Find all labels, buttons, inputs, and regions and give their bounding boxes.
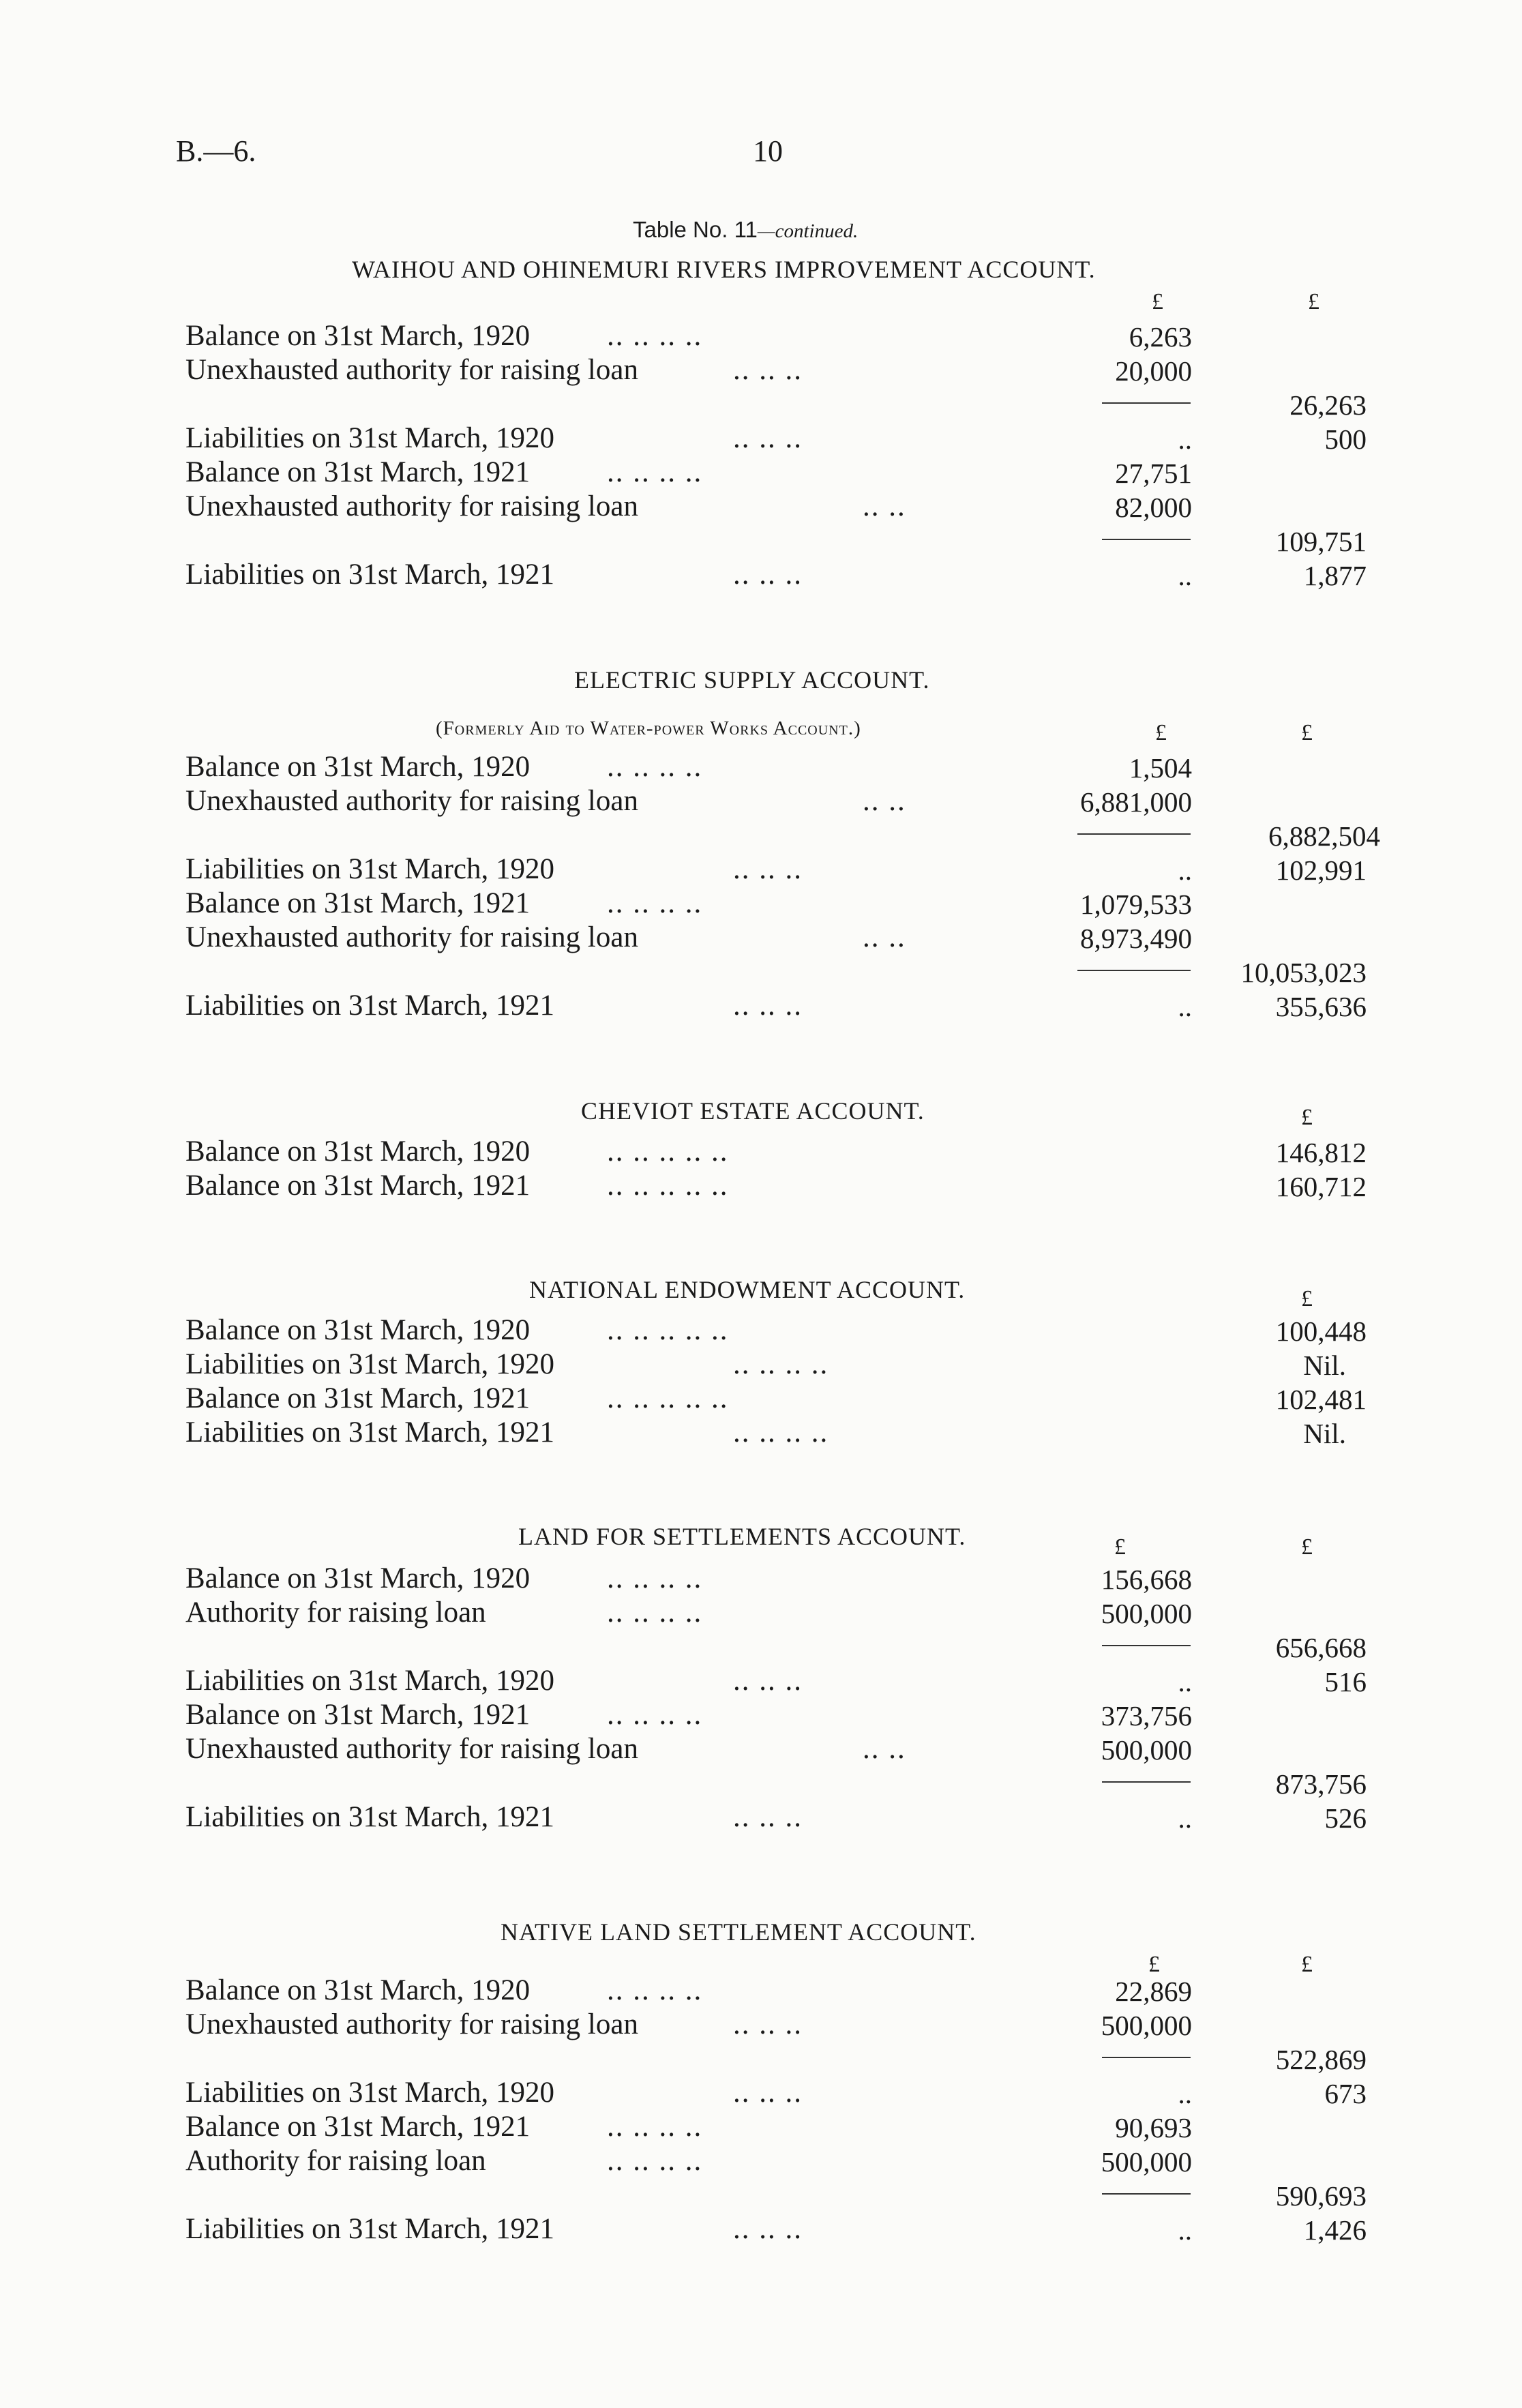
row-label: Balance on 31st March, 1921: [185, 1382, 531, 1414]
row-label: Authority for raising loan: [185, 1596, 486, 1629]
leader-dots: .. .. .. ..: [607, 1596, 703, 1629]
row-label: Balance on 31st March, 1921: [185, 456, 531, 488]
row-label: Balance on 31st March, 1920: [185, 751, 531, 783]
amount: 156,668: [1101, 1564, 1192, 1595]
row-label: Balance on 31st March, 1921: [185, 887, 531, 919]
row-label: Unexhausted authority for raising loan: [185, 1733, 638, 1765]
row-label: Balance on 31st March, 1921: [185, 1170, 531, 1202]
row-label: Balance on 31st March, 1921: [185, 1699, 531, 1731]
amount: 373,756: [1101, 1700, 1192, 1731]
subtotal-rule: [1102, 402, 1191, 404]
section-title: LAND FOR SETTLEMENTS ACCOUNT.: [518, 1523, 966, 1550]
leader-dots: .. .. ..: [733, 354, 803, 386]
amount: 10,053,023: [1240, 957, 1367, 988]
section-title: WAIHOU AND OHINEMURI RIVERS IMPROVEMENT ACCOUNT.: [352, 256, 1096, 283]
subtotal-rule: [1077, 833, 1191, 835]
currency-header: £: [1301, 720, 1313, 745]
row-label: Unexhausted authority for raising loan: [185, 2008, 638, 2040]
leader-dots: .. ..: [863, 785, 906, 817]
amount: 8,973,490: [1080, 923, 1192, 954]
amount: 500,000: [1101, 1598, 1192, 1629]
row-label: Balance on 31st March, 1920: [185, 1314, 531, 1346]
amount: 26,263: [1289, 389, 1367, 421]
leader-dots: .. .. .. ..: [607, 2111, 703, 2143]
amount: Nil.: [1303, 1418, 1346, 1449]
currency-header: £: [1148, 1952, 1160, 1977]
currency-header: £: [1152, 289, 1163, 314]
currency-header: £: [1301, 1105, 1313, 1130]
leader-dots: .. .. ..: [733, 853, 803, 885]
row-label: Unexhausted authority for raising loan: [185, 921, 638, 953]
amount: ..: [1178, 423, 1192, 455]
row-label: Liabilities on 31st March, 1921: [185, 2213, 555, 2245]
amount: 673: [1324, 2078, 1367, 2109]
row-label: Liabilities on 31st March, 1920: [185, 1665, 555, 1697]
amount: 1,504: [1129, 752, 1192, 784]
leader-dots: .. .. ..: [733, 2008, 803, 2040]
amount: ..: [1178, 991, 1192, 1022]
amount: 146,812: [1275, 1137, 1367, 1168]
page-reference: B.—6.: [176, 134, 256, 168]
table-number: [633, 217, 858, 243]
amount: 1,426: [1303, 2214, 1367, 2246]
leader-dots: .. .. .. ..: [607, 887, 703, 919]
leader-dots: .. .. .. ..: [607, 1699, 703, 1731]
amount: ..: [1178, 560, 1192, 591]
amount: 500,000: [1101, 2146, 1192, 2177]
amount: 6,263: [1129, 321, 1192, 353]
row-label: Balance on 31st March, 1920: [185, 320, 531, 352]
leader-dots: .. .. .. .. ..: [607, 1170, 729, 1202]
row-label: Balance on 31st March, 1920: [185, 1562, 531, 1594]
amount: ..: [1178, 854, 1192, 886]
leader-dots: .. .. ..: [733, 2213, 803, 2245]
amount: ..: [1178, 2078, 1192, 2109]
row-label: Unexhausted authority for raising loan: [185, 354, 638, 386]
amount: ..: [1178, 2214, 1192, 2246]
leader-dots: .. .. ..: [733, 559, 803, 591]
row-label: Liabilities on 31st March, 1920: [185, 1348, 555, 1380]
table-continued: —continued.: [757, 220, 859, 242]
leader-dots: .. .. .. ..: [607, 2145, 703, 2177]
row-label: Liabilities on 31st March, 1920: [185, 853, 555, 885]
subtotal-rule: [1102, 2193, 1191, 2195]
leader-dots: .. .. .. ..: [607, 1562, 703, 1594]
section-title: ELECTRIC SUPPLY ACCOUNT.: [574, 666, 930, 694]
amount: 90,693: [1115, 2112, 1192, 2143]
amount: 6,882,504: [1268, 820, 1380, 852]
currency-header: £: [1301, 1534, 1313, 1560]
section-subtitle: (Formerly Aid to Water-power Works Account.): [436, 717, 861, 739]
subtotal-rule: [1102, 539, 1191, 540]
table-number-label: Table No. 11: [633, 217, 758, 242]
amount: 656,668: [1275, 1632, 1367, 1663]
currency-header: £: [1301, 1952, 1313, 1977]
row-label: Balance on 31st March, 1921: [185, 2111, 531, 2143]
leader-dots: .. .. ..: [733, 990, 803, 1022]
amount: 355,636: [1275, 991, 1367, 1022]
amount: 82,000: [1115, 492, 1192, 523]
row-label: Liabilities on 31st March, 1920: [185, 422, 555, 454]
leader-dots: .. .. ..: [733, 2077, 803, 2109]
leader-dots: .. .. .. .. ..: [607, 1135, 729, 1168]
amount: 102,481: [1275, 1384, 1367, 1415]
amount: 20,000: [1115, 355, 1192, 387]
amount: 522,869: [1275, 2044, 1367, 2075]
amount: 1,079,533: [1080, 889, 1192, 920]
leader-dots: .. ..: [863, 490, 906, 522]
amount: 160,712: [1275, 1171, 1367, 1202]
amount: 526: [1324, 1802, 1367, 1834]
leader-dots: .. .. .. .. ..: [607, 1382, 729, 1414]
row-label: Balance on 31st March, 1920: [185, 1974, 531, 2006]
currency-header: £: [1301, 1286, 1313, 1311]
amount: ..: [1178, 1666, 1192, 1697]
amount: 100,448: [1275, 1316, 1367, 1347]
leader-dots: .. .. .. ..: [733, 1348, 829, 1380]
section-title: CHEVIOT ESTATE ACCOUNT.: [581, 1097, 925, 1125]
subtotal-rule: [1102, 1781, 1191, 1783]
currency-header: £: [1308, 289, 1319, 314]
leader-dots: .. .. ..: [733, 1801, 803, 1833]
leader-dots: .. .. .. ..: [607, 751, 703, 783]
row-label: Liabilities on 31st March, 1921: [185, 1416, 555, 1448]
row-label: Balance on 31st March, 1920: [185, 1135, 531, 1168]
leader-dots: .. .. .. ..: [607, 1974, 703, 2006]
row-label: Unexhausted authority for raising loan: [185, 785, 638, 817]
row-label: Unexhausted authority for raising loan: [185, 490, 638, 522]
amount: 500: [1324, 423, 1367, 455]
leader-dots: .. .. .. ..: [607, 320, 703, 352]
amount: 1,877: [1303, 560, 1367, 591]
row-label: Liabilities on 31st March, 1921: [185, 1801, 555, 1833]
subtotal-rule: [1077, 970, 1191, 971]
row-label: Liabilities on 31st March, 1921: [185, 559, 555, 591]
leader-dots: .. .. .. ..: [607, 456, 703, 488]
amount: 500,000: [1101, 2010, 1192, 2041]
leader-dots: .. .. .. .. ..: [607, 1314, 729, 1346]
subtotal-rule: [1102, 2057, 1191, 2058]
amount: 590,693: [1275, 2180, 1367, 2212]
amount: 500,000: [1101, 1734, 1192, 1766]
subtotal-rule: [1102, 1645, 1191, 1646]
leader-dots: .. ..: [863, 921, 906, 953]
leader-dots: .. ..: [863, 1733, 906, 1765]
amount: ..: [1178, 1802, 1192, 1834]
amount: 516: [1324, 1666, 1367, 1697]
row-label: Authority for raising loan: [185, 2145, 486, 2177]
amount: 873,756: [1275, 1768, 1367, 1800]
section-title: NATIONAL ENDOWMENT ACCOUNT.: [529, 1276, 966, 1303]
leader-dots: .. .. .. ..: [733, 1416, 829, 1448]
amount: 27,751: [1115, 458, 1192, 489]
leader-dots: .. .. ..: [733, 1665, 803, 1697]
amount: 109,751: [1275, 526, 1367, 557]
leader-dots: .. .. ..: [733, 422, 803, 454]
row-label: Liabilities on 31st March, 1921: [185, 990, 555, 1022]
row-label: Liabilities on 31st March, 1920: [185, 2077, 555, 2109]
page-number: 10: [753, 134, 783, 168]
amount: 22,869: [1115, 1976, 1192, 2007]
amount: 6,881,000: [1080, 786, 1192, 818]
amount: Nil.: [1303, 1350, 1346, 1381]
currency-header: £: [1114, 1534, 1126, 1560]
section-title: NATIVE LAND SETTLEMENT ACCOUNT.: [501, 1918, 976, 1946]
currency-header: £: [1155, 720, 1167, 745]
amount: 102,991: [1275, 854, 1367, 886]
